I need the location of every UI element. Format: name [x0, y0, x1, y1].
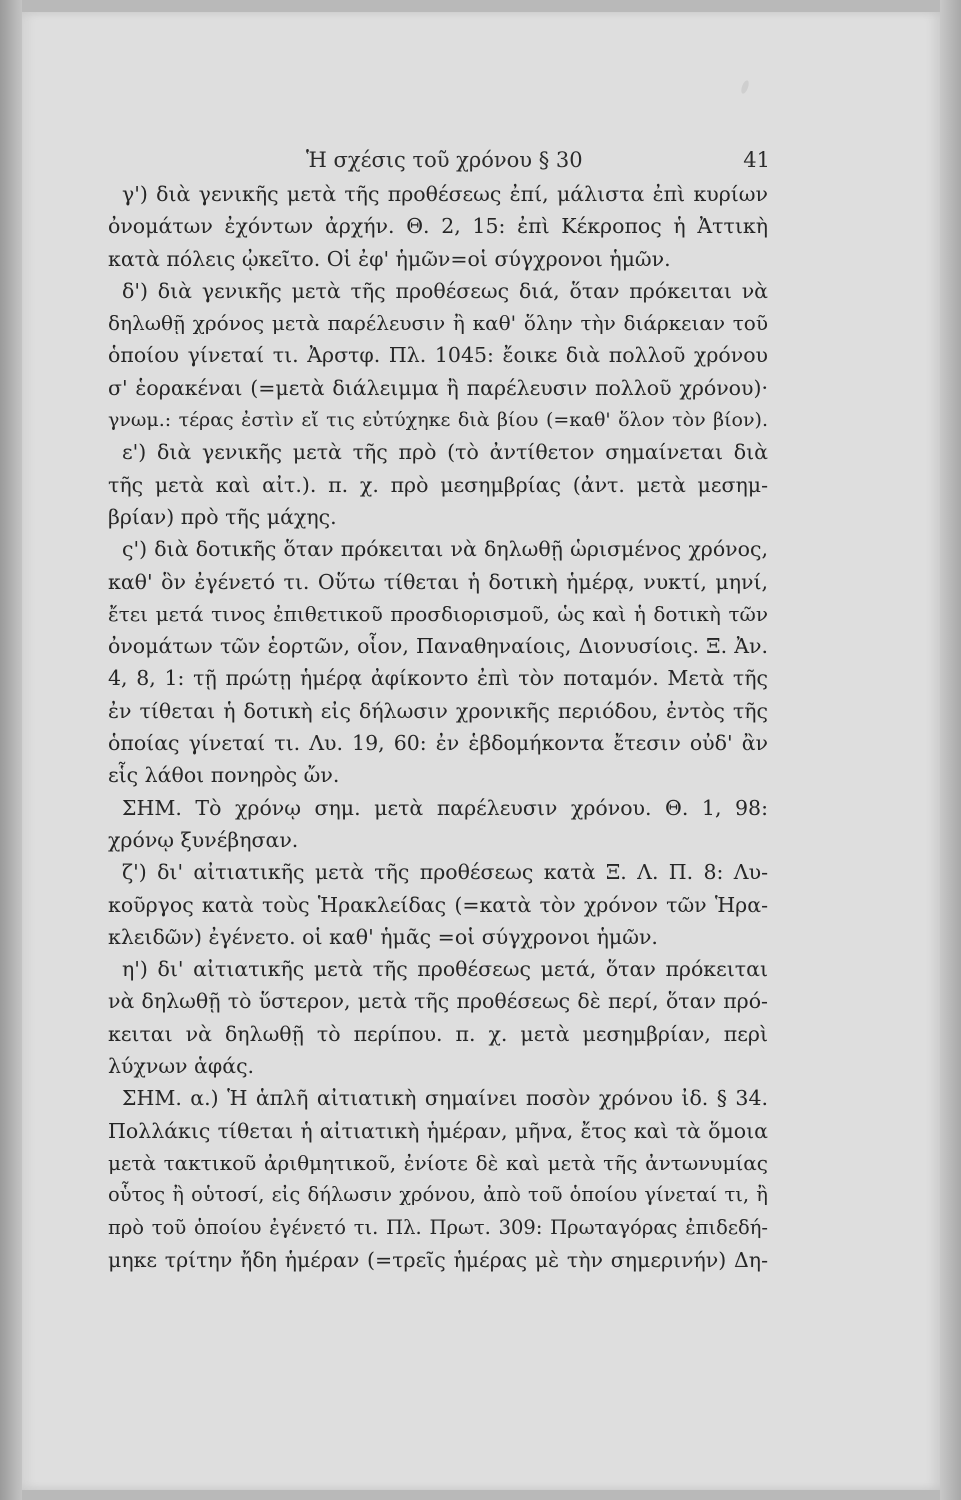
text-line: γνωμ.: τέρας ἐστὶν εἴ τις εὐτύχηκε διὰ βίου (=καθ' ὅλον τὸν βίον). — [108, 409, 768, 432]
page-number: 41 — [743, 148, 770, 172]
text-line: ὀνομάτων ἐχόντων ἀρχήν. Θ. 2, 15: ἐπὶ Κέκροπος ἡ Ἀττικὴ — [108, 214, 768, 239]
running-title: Ἡ σχέσις τοῦ χρόνου § 30 — [306, 148, 583, 172]
body-text — [108, 178, 768, 1276]
text-line: βρίαν) πρὸ τῆς μάχης. — [108, 504, 337, 529]
text-line: ς') διὰ δοτικῆς ὅταν πρόκειται νὰ δηλωθῇ ὡρισμένος χρόνος, — [122, 537, 768, 562]
text-line: οὗτος ἢ οὑτοσί, εἰς δήλωσιν χρόνου, ἀπὸ τοῦ ὁποίου γίνεταί τι, ἢ — [108, 1183, 768, 1207]
text-line: ὀνομάτων τῶν ἑορτῶν, οἷον, Παναθηναίοις, Διονυσίοις. Ξ. Ἀν. — [108, 634, 768, 659]
text-line: χρόνῳ ξυνέβησαν. — [108, 827, 299, 852]
text-line: καθ' ὃν ἐγένετό τι. Οὕτω τίθεται ἡ δοτικὴ ἡμέρᾳ, νυκτί, μηνί, — [108, 569, 768, 594]
text-line: ὁποίου γίνεταί τι. Ἀρστφ. Πλ. 1045: ἔοικε διὰ πολλοῦ χρόνου — [108, 343, 768, 368]
text-line: νὰ δηλωθῇ τὸ ὕστερον, μετὰ τῆς προθέσεως δὲ περί, ὅταν πρό- — [108, 989, 768, 1014]
text-line: κειται νὰ δηλωθῇ τὸ περίπου. π. χ. μετὰ μεσημβρίαν, περὶ — [108, 1021, 768, 1046]
text-line: ΣΗΜ. Τὸ χρόνῳ σημ. μετὰ παρέλευσιν χρόνου. Θ. 1, 98: — [122, 795, 768, 820]
text-line: πρὸ τοῦ ὁποίου ἐγένετό τι. Πλ. Πρωτ. 309: Πρωταγόρας ἐπιδεδή- — [108, 1215, 768, 1239]
text-line: σ' ἑορακέναι (=μετὰ διάλειμμα ἢ παρέλευσιν πολλοῦ χρόνου)· — [108, 375, 768, 400]
text-line: Πολλάκις τίθεται ἡ αἰτιατικὴ ἡμέραν, μῆνα, ἔτος καὶ τὰ ὅμοια — [108, 1118, 768, 1143]
left-page-edge — [0, 0, 22, 1500]
text-line: κοῦργος κατὰ τοὺς Ἡρακλείδας (=κατὰ τὸν χρόνον τῶν Ἡρα- — [108, 892, 768, 917]
running-header — [110, 148, 770, 178]
text-line: ἔτει μετά τινος ἐπιθετικοῦ προσδιορισμοῦ, ὡς καὶ ἡ δοτικὴ τῶν — [108, 601, 768, 626]
text-line: ΣΗΜ. α.) Ἡ ἁπλῆ αἰτιατικὴ σημαίνει ποσὸν χρόνου ἰδ. § 34. — [122, 1086, 768, 1111]
text-line: 4, 8, 1: τῇ πρώτῃ ἡμέρᾳ ἀφίκοντο ἐπὶ τὸν ποταμόν. Μετὰ τῆς — [108, 666, 768, 691]
text-line: ἐν τίθεται ἡ δοτικὴ εἰς δήλωσιν χρονικῆς περιόδου, ἐντὸς τῆς — [108, 698, 768, 723]
text-line: η') δι' αἰτιατικῆς μετὰ τῆς προθέσεως μετά, ὅταν πρόκειται — [122, 957, 768, 982]
text-line: κλειδῶν) ἐγένετο. οἱ καθ' ἡμᾶς =οἱ σύγχρονοι ἡμῶν. — [108, 924, 658, 949]
text-line: μετὰ τακτικοῦ ἀριθμητικοῦ, ἐνίοτε δὲ καὶ μετὰ τῆς ἀντωνυμίας — [108, 1150, 768, 1175]
text-line: κατὰ πόλεις ᾠκεῖτο. Οἱ ἐφ' ἡμῶν=οἱ σύγχρονοι ἡμῶν. — [108, 246, 671, 271]
right-page-edge — [940, 0, 961, 1500]
text-line: τῆς μετὰ καὶ αἰτ.). π. χ. πρὸ μεσημβρίας (ἀντ. μετὰ μεσημ- — [108, 472, 768, 497]
text-line: δ') διὰ γενικῆς μετὰ τῆς προθέσεως διά, ὅταν πρόκειται νὰ — [122, 278, 768, 303]
text-line: μηκε τρίτην ἤδη ἡμέραν (=τρεῖς ἡμέρας μὲ τὴν σημερινήν) Δη- — [108, 1247, 768, 1272]
text-line: ε') διὰ γενικῆς μετὰ τῆς πρὸ (τὸ ἀντίθετον σημαίνεται διὰ — [122, 440, 768, 465]
text-line: εἷς λάθοι πονηρὸς ὤν. — [108, 763, 340, 788]
text-line: δηλωθῇ χρόνος μετὰ παρέλευσιν ἢ καθ' ὅλην τὴν διάρκειαν τοῦ — [108, 311, 768, 336]
text-line: ζ') δι' αἰτιατικῆς μετὰ τῆς προθέσεως κατὰ Ξ. Λ. Π. 8: Λυ- — [122, 860, 768, 885]
text-line: γ') διὰ γενικῆς μετὰ τῆς προθέσεως ἐπί, μάλιστα ἐπὶ κυρίων — [122, 182, 768, 206]
text-line: λύχνων ἁφάς. — [108, 1054, 255, 1079]
text-line: ὁποίας γίνεταί τι. Λυ. 19, 60: ἐν ἑβδομήκοντα ἔτεσιν οὐδ' ἂν — [108, 731, 768, 756]
